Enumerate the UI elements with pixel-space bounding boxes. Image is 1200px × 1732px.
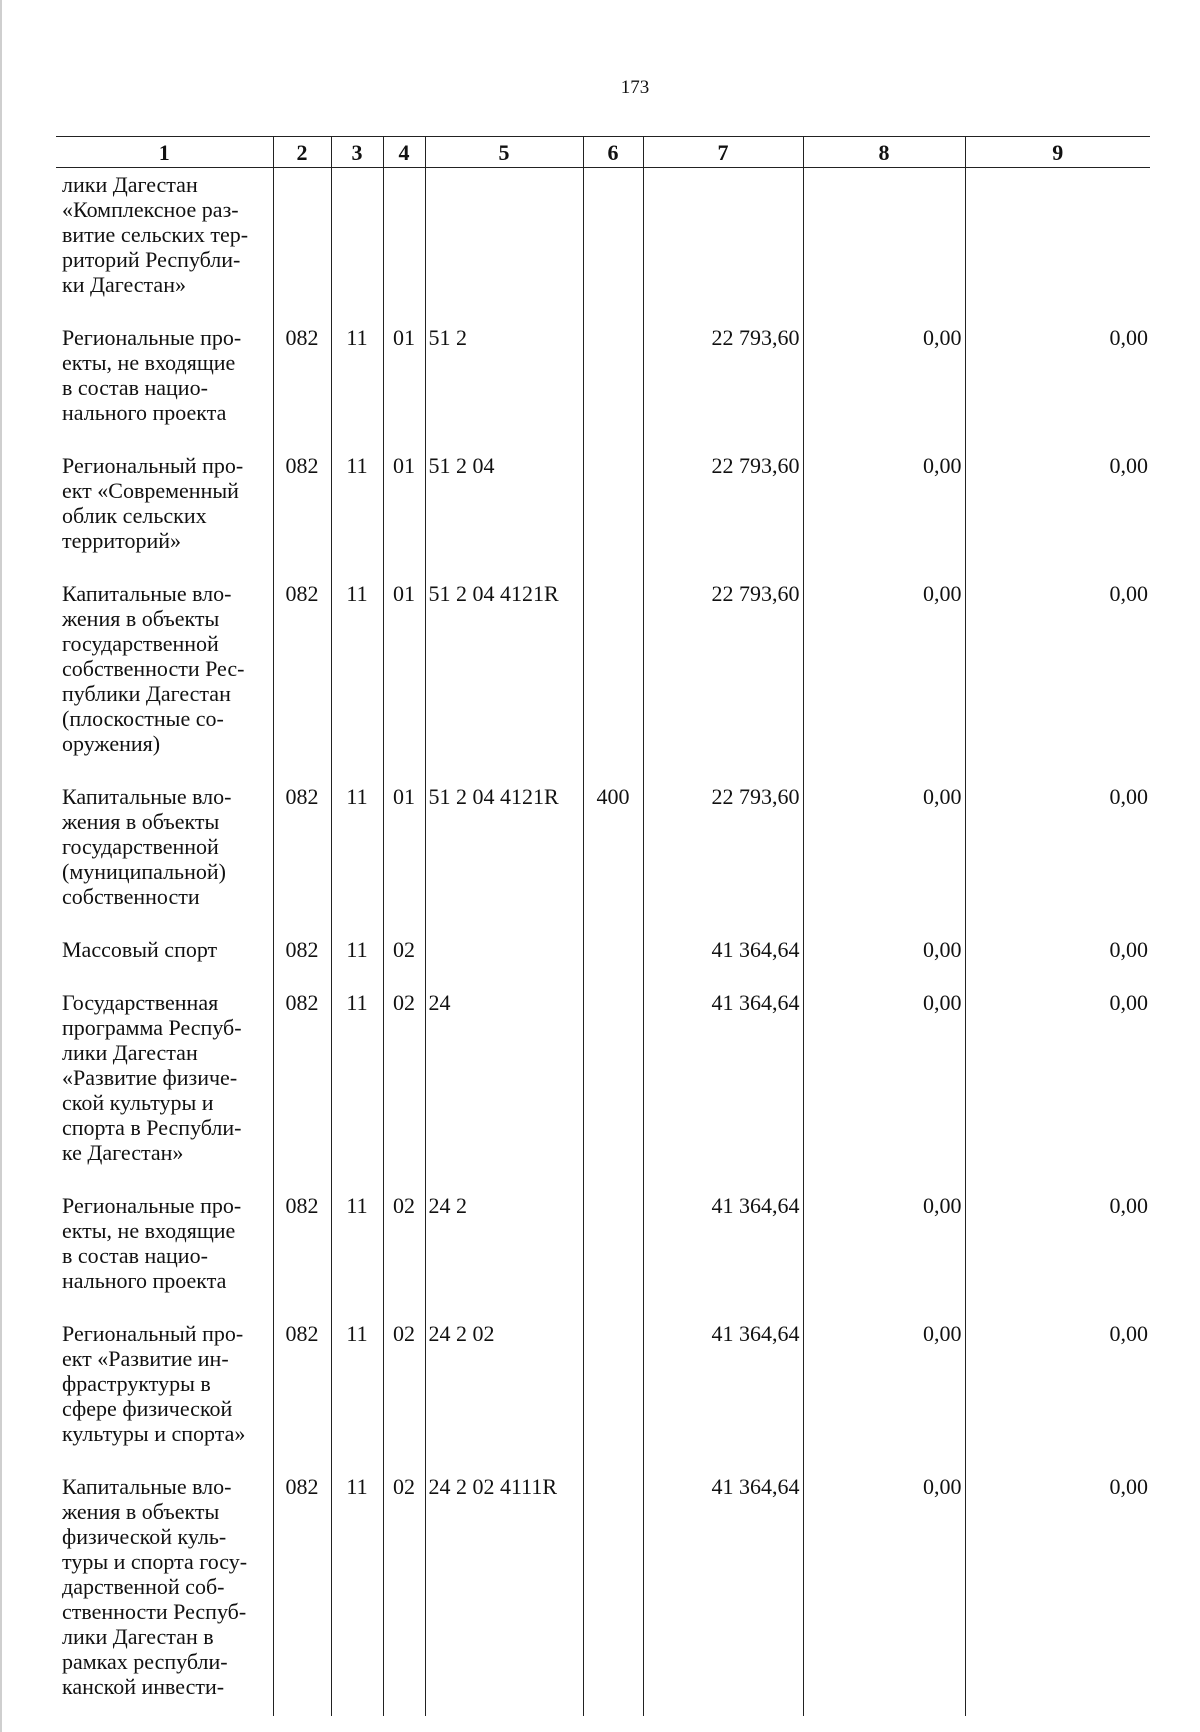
cell-subsection-code: 02 — [383, 1310, 425, 1463]
cell-amount-year1: 41 364,64 — [643, 1182, 803, 1310]
column-header: 2 — [273, 137, 331, 168]
item-name-line: (муниципальной) — [62, 859, 226, 884]
item-name-line: витие сельских тер- — [62, 222, 249, 247]
cell-target-article: 24 2 02 4111R — [425, 1463, 583, 1716]
item-name-line: Государственная — [62, 990, 219, 1015]
cell-expense-type: 400 — [583, 773, 643, 926]
cell-target-article: 51 2 — [425, 314, 583, 442]
cell-amount-year1: 41 364,64 — [643, 1463, 803, 1716]
cell-subsection-code: 02 — [383, 1463, 425, 1716]
cell-amount-year2: 0,00 — [803, 773, 965, 926]
item-name-line: Региональные про- — [62, 325, 242, 350]
cell-section-code: 11 — [331, 1463, 383, 1716]
cell-amount-year3: 0,00 — [965, 979, 1150, 1182]
item-name-line: Региональный про- — [62, 453, 244, 478]
cell-expense-type — [583, 442, 643, 570]
table-body — [56, 168, 1150, 1717]
cell-expense-type — [583, 314, 643, 442]
item-name-line: туры и спорта госу- — [62, 1549, 248, 1574]
cell-grbs-code — [273, 168, 331, 315]
table-row — [56, 1310, 1150, 1463]
item-name-line: физической куль- — [62, 1524, 227, 1549]
cell-grbs-code: 082 — [273, 773, 331, 926]
item-name-line: культуры и спорта» — [62, 1421, 246, 1446]
cell-item-name — [56, 314, 273, 442]
cell-amount-year3: 0,00 — [965, 1310, 1150, 1463]
item-name-line: «Развитие физиче- — [62, 1065, 238, 1090]
cell-amount-year1: 22 793,60 — [643, 773, 803, 926]
item-name-line: Капитальные вло- — [62, 784, 232, 809]
cell-subsection-code: 01 — [383, 570, 425, 773]
cell-expense-type — [583, 1310, 643, 1463]
table-row — [56, 314, 1150, 442]
item-name-line: лики Дагестан — [62, 172, 198, 197]
item-name-line: екты, не входящие — [62, 1218, 236, 1243]
item-name-line: жения в объекты — [62, 1499, 220, 1524]
cell-grbs-code: 082 — [273, 1463, 331, 1716]
item-name-line: нального проекта — [62, 1268, 227, 1293]
item-name-line: собственности Рес- — [62, 656, 245, 681]
cell-expense-type — [583, 926, 643, 979]
item-name-line: в состав нацио- — [62, 375, 208, 400]
cell-subsection-code: 01 — [383, 442, 425, 570]
item-name-line: лики Дагестан — [62, 1040, 198, 1065]
cell-amount-year1: 41 364,64 — [643, 979, 803, 1182]
cell-amount-year2: 0,00 — [803, 926, 965, 979]
column-header: 4 — [383, 137, 425, 168]
cell-target-article: 51 2 04 4121R — [425, 773, 583, 926]
cell-grbs-code: 082 — [273, 570, 331, 773]
item-name-line: программа Респуб- — [62, 1015, 242, 1040]
item-name-line: собственности — [62, 884, 200, 909]
item-name-line: фраструктуры в — [62, 1371, 211, 1396]
item-name-line: Капитальные вло- — [62, 581, 232, 606]
column-header: 1 — [56, 137, 273, 168]
item-name-line: Капитальные вло- — [62, 1474, 232, 1499]
cell-subsection-code: 02 — [383, 926, 425, 979]
cell-expense-type — [583, 1463, 643, 1716]
cell-amount-year2: 0,00 — [803, 1310, 965, 1463]
cell-amount-year3: 0,00 — [965, 773, 1150, 926]
item-name-line: жения в объекты — [62, 606, 220, 631]
cell-amount-year2 — [803, 168, 965, 315]
cell-target-article: 51 2 04 4121R — [425, 570, 583, 773]
cell-amount-year1: 22 793,60 — [643, 314, 803, 442]
cell-item-name — [56, 979, 273, 1182]
cell-expense-type — [583, 168, 643, 315]
item-name-line: ке Дагестан» — [62, 1140, 184, 1165]
cell-section-code: 11 — [331, 1310, 383, 1463]
item-name-line: рамках республи- — [62, 1649, 228, 1674]
item-name-line: в состав нацио- — [62, 1243, 208, 1268]
cell-amount-year3: 0,00 — [965, 926, 1150, 979]
item-name-line: (плоскостные со- — [62, 706, 224, 731]
item-name-line: нального проекта — [62, 400, 227, 425]
column-header: 3 — [331, 137, 383, 168]
table-row — [56, 979, 1150, 1182]
column-header: 9 — [965, 137, 1150, 168]
cell-amount-year3: 0,00 — [965, 1182, 1150, 1310]
item-name-line: Региональные про- — [62, 1193, 242, 1218]
item-name-line: сфере физической — [62, 1396, 233, 1421]
item-name-line: Региональный про- — [62, 1321, 244, 1346]
cell-subsection-code: 02 — [383, 979, 425, 1182]
cell-section-code: 11 — [331, 442, 383, 570]
table-row — [56, 1182, 1150, 1310]
cell-subsection-code: 01 — [383, 314, 425, 442]
item-name-line: канской инвести- — [62, 1674, 225, 1699]
cell-target-article — [425, 168, 583, 315]
item-name-line: спорта в Республи- — [62, 1115, 242, 1140]
cell-amount-year3 — [965, 168, 1150, 315]
cell-subsection-code: 02 — [383, 1182, 425, 1310]
column-header: 7 — [643, 137, 803, 168]
cell-section-code: 11 — [331, 1182, 383, 1310]
item-name-line: государственной — [62, 631, 219, 656]
cell-section-code: 11 — [331, 926, 383, 979]
cell-section-code: 11 — [331, 979, 383, 1182]
item-name-line: оружения) — [62, 731, 161, 756]
cell-amount-year1 — [643, 168, 803, 315]
column-header: 8 — [803, 137, 965, 168]
cell-item-name — [56, 1463, 273, 1716]
cell-item-name — [56, 168, 273, 315]
cell-amount-year1: 41 364,64 — [643, 1310, 803, 1463]
cell-grbs-code: 082 — [273, 979, 331, 1182]
cell-grbs-code: 082 — [273, 442, 331, 570]
item-name-line: территорий» — [62, 528, 182, 553]
item-name-line: лики Дагестан в — [62, 1624, 214, 1649]
cell-item-name — [56, 1182, 273, 1310]
item-name-line: ской культуры и — [62, 1090, 214, 1115]
cell-section-code: 11 — [331, 773, 383, 926]
cell-target-article: 24 2 02 — [425, 1310, 583, 1463]
scan-edge — [0, 0, 2, 1732]
item-name-line: жения в объекты — [62, 809, 220, 834]
cell-target-article: 24 2 — [425, 1182, 583, 1310]
cell-expense-type — [583, 1182, 643, 1310]
cell-amount-year2: 0,00 — [803, 442, 965, 570]
item-name-line: риторий Республи- — [62, 247, 241, 272]
cell-amount-year1: 22 793,60 — [643, 570, 803, 773]
item-name-line: ект «Современный — [62, 478, 239, 503]
item-name-line: государственной — [62, 834, 219, 859]
table-row — [56, 168, 1150, 315]
cell-amount-year2: 0,00 — [803, 1182, 965, 1310]
cell-section-code: 11 — [331, 570, 383, 773]
cell-target-article: 24 — [425, 979, 583, 1182]
cell-amount-year2: 0,00 — [803, 314, 965, 442]
cell-section-code: 11 — [331, 314, 383, 442]
cell-amount-year3: 0,00 — [965, 570, 1150, 773]
table-row — [56, 1463, 1150, 1716]
item-name-line: облик сельских — [62, 503, 207, 528]
budget-table — [56, 136, 1150, 1716]
cell-grbs-code: 082 — [273, 926, 331, 979]
item-name-line: Массовый спорт — [62, 937, 218, 962]
item-name-line: «Комплексное раз- — [62, 197, 239, 222]
cell-item-name — [56, 1310, 273, 1463]
cell-amount-year2: 0,00 — [803, 979, 965, 1182]
cell-item-name — [56, 570, 273, 773]
table-row — [56, 773, 1150, 926]
cell-expense-type — [583, 570, 643, 773]
table-row — [56, 570, 1150, 773]
cell-amount-year3: 0,00 — [965, 1463, 1150, 1716]
cell-grbs-code: 082 — [273, 314, 331, 442]
item-name-line: ственности Респуб- — [62, 1599, 247, 1624]
item-name-line: дарственной соб- — [62, 1574, 225, 1599]
cell-grbs-code: 082 — [273, 1182, 331, 1310]
item-name-line: публики Дагестан — [62, 681, 231, 706]
cell-subsection-code: 01 — [383, 773, 425, 926]
cell-amount-year3: 0,00 — [965, 442, 1150, 570]
page-number: 173 — [620, 77, 650, 98]
table-row — [56, 442, 1150, 570]
cell-target-article — [425, 926, 583, 979]
cell-item-name — [56, 773, 273, 926]
cell-section-code — [331, 168, 383, 315]
cell-amount-year1: 41 364,64 — [643, 926, 803, 979]
cell-amount-year3: 0,00 — [965, 314, 1150, 442]
item-name-line: ки Дагестан» — [62, 272, 186, 297]
column-header: 6 — [583, 137, 643, 168]
column-header: 5 — [425, 137, 583, 168]
item-name-line: ект «Развитие ин- — [62, 1346, 229, 1371]
cell-expense-type — [583, 979, 643, 1182]
cell-item-name — [56, 442, 273, 570]
table-row — [56, 926, 1150, 979]
cell-amount-year2: 0,00 — [803, 1463, 965, 1716]
cell-amount-year1: 22 793,60 — [643, 442, 803, 570]
cell-subsection-code — [383, 168, 425, 315]
cell-item-name — [56, 926, 273, 979]
header-row — [56, 137, 1150, 168]
cell-amount-year2: 0,00 — [803, 570, 965, 773]
item-name-line: екты, не входящие — [62, 350, 236, 375]
cell-target-article: 51 2 04 — [425, 442, 583, 570]
cell-grbs-code: 082 — [273, 1310, 331, 1463]
